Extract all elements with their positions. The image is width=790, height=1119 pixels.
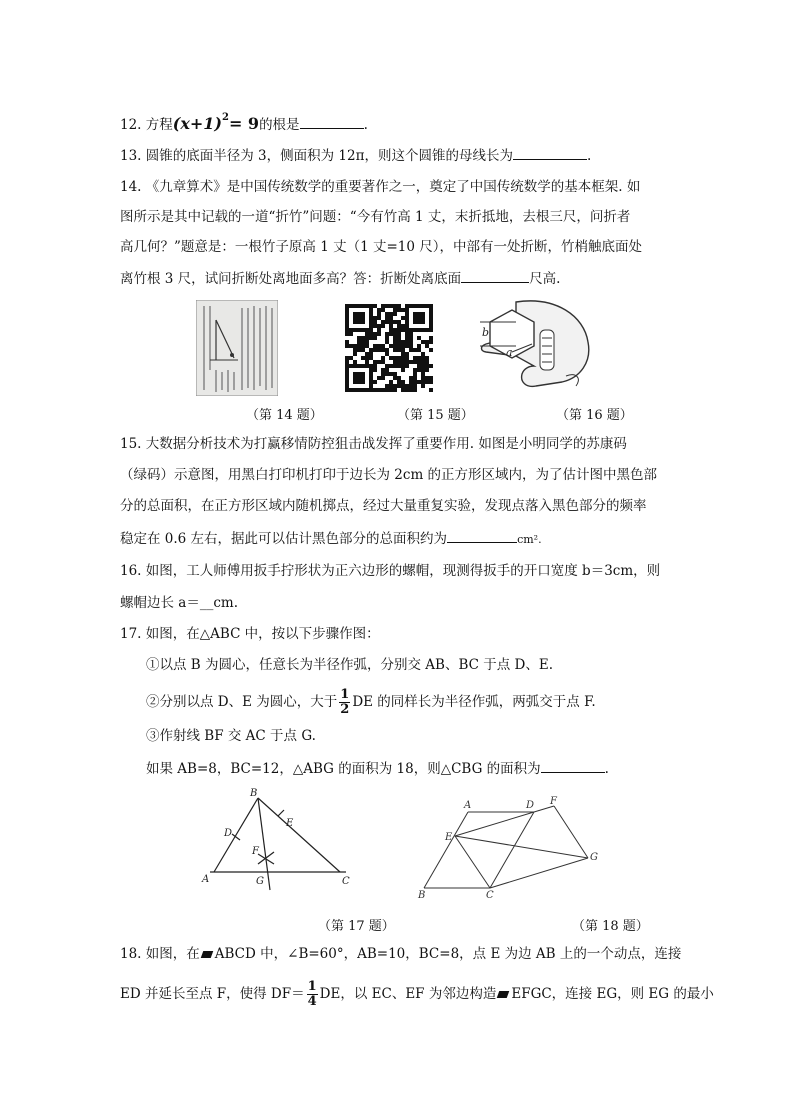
q14-line-4a: 离竹根 3 尺，试问折断处离地面多高？答：折断处离底面 (120, 271, 462, 287)
q12-end: . (363, 117, 368, 133)
parallelogram-symbol (497, 991, 510, 998)
parallelogram-symbol (200, 951, 213, 958)
label-A: A (202, 874, 210, 885)
q13-text: 13. 圆锥的底面半径为 3，侧面积为 12π，则这个圆锥的母线长为 (120, 148, 513, 164)
label-D: D (224, 828, 233, 839)
q14-line-2: 图所示是其中记载的一道“折竹”问题：“今有竹高 1 丈，末折抵地，去根三尺，问折者 (120, 209, 631, 225)
answer-blank (300, 114, 364, 129)
q16-line-1: 16. 如图，工人师傅用扳手拧形状为正六边形的螺帽，现测得扳手的开口宽度 b＝3cm，则 (120, 563, 661, 579)
figure-18-parallelogram (412, 796, 608, 900)
label-B: B (418, 890, 426, 900)
label-B: B (250, 788, 258, 799)
answer-blank (541, 758, 605, 773)
fraction-one-half (339, 688, 350, 717)
label-b: b (482, 326, 490, 339)
fraction-one-quarter (307, 980, 318, 1009)
q15-line-4b: cm². (517, 533, 542, 546)
question-13 (120, 145, 591, 166)
q17-line-5 (146, 758, 609, 779)
caption-fig17: （第 17 题） (318, 919, 395, 934)
q18-line-1b: ABCD 中，∠B=60°，AB=10，BC=8，点 E 为边 AB 上的一个动点，连接 (214, 946, 682, 962)
frac-den: 4 (307, 994, 317, 1009)
q18-line-1 (120, 944, 681, 964)
frac-den: 2 (340, 702, 350, 717)
caption-fig14: （第 14 题） (246, 408, 323, 423)
q17-step-2b: DE 的同样长为半径作弧，两弧交于点 F. (352, 694, 596, 710)
caption-fig16: （第 16 题） (556, 408, 633, 423)
q17-step-1: ①以点 B 为圆心，任意长为半径作弧，分别交 AB、BC 于点 D、E. (146, 657, 554, 673)
answer-blank (461, 268, 529, 283)
caption-fig15: （第 15 题） (397, 408, 474, 423)
label-A: A (464, 800, 472, 811)
figure-14-book-image (196, 300, 278, 396)
q14-line-4b: 尺高. (529, 271, 561, 287)
frac-num: 1 (307, 979, 317, 994)
frac-num: 1 (340, 687, 350, 702)
q17-end: . (604, 761, 609, 777)
figure-17-triangle (196, 788, 356, 892)
q14-line-3: 高几何？”题意是：一根竹子原高 1 丈（1 丈=10 尺），中部有一处折断，竹梢触底面处 (120, 239, 642, 255)
answer-blank (513, 145, 587, 160)
answer-blank (447, 528, 517, 543)
q18-line-2c: EFGC，连接 EG，则 EG 的最小 (511, 986, 714, 1002)
question-12 (120, 108, 368, 135)
q15-line-1: 15. 大数据分析技术为打赢移情防控狙击战发挥了重要作用. 如图是小明同学的苏康码 (120, 436, 627, 452)
q12-suffix: 的根是 (259, 117, 300, 133)
q15-line-2: （绿码）示意图，用黑白打印机打印于边长为 2cm 的正方形区域内，为了估计图中黑色部 (120, 467, 658, 483)
q14-line-1: 14. 《九章算术》是中国传统数学的重要著作之一，奠定了中国传统数学的基本框架. 如 (120, 179, 641, 195)
q17-step-3: ③作射线 BF 交 AC 于点 G. (146, 728, 316, 744)
q12-equals: = 9 (228, 114, 260, 133)
q15-line-4a: 稳定在 0.6 左右，据此可以估计黑色部分的总面积约为 (120, 531, 448, 547)
q12-prefix: 12. 方程 (120, 117, 173, 133)
label-E: E (445, 832, 453, 843)
label-F: F (252, 846, 259, 857)
q18-line-1a: 18. 如图，在 (120, 946, 200, 962)
label-F: F (550, 796, 557, 807)
q18-line-2 (120, 980, 714, 1009)
q16-line-2: 螺帽边长 a＝__cm. (120, 595, 238, 611)
q15-line-4 (120, 528, 542, 550)
label-D: D (526, 800, 535, 811)
figure-16-wrench-diagram (476, 296, 596, 396)
label-E: E (286, 818, 294, 829)
figure-15-qr-code (345, 304, 433, 392)
caption-fig18: （第 18 题） (572, 919, 649, 934)
q18-line-2a: ED 并延长至点 F，使得 DF＝ (120, 986, 305, 1002)
label-a: a (506, 346, 513, 359)
q17-step-2 (146, 688, 596, 717)
label-G: G (590, 852, 598, 863)
q15-line-3: 分的总面积，在正方形区域内随机掷点，经过大量重复实验，发现点落入黑色部分的频率 (120, 498, 647, 514)
q18-line-2b: DE，以 EC、EF 为邻边构造 (319, 986, 497, 1002)
q12-equation: $(x+1)^2$ (172, 112, 229, 133)
q14-line-4 (120, 268, 560, 289)
label-G: G (256, 876, 264, 887)
q13-end: . (586, 148, 592, 164)
q17-line-5-text: 如果 AB=8，BC=12，△ABG 的面积为 18，则△CBG 的面积为 (146, 761, 541, 777)
q17-step-2a: ②分别以点 D、E 为圆心，大于 (146, 694, 338, 710)
q17-line-1: 17. 如图，在△ABC 中，按以下步骤作图： (120, 626, 380, 642)
label-C: C (486, 890, 494, 900)
label-C: C (342, 876, 350, 887)
